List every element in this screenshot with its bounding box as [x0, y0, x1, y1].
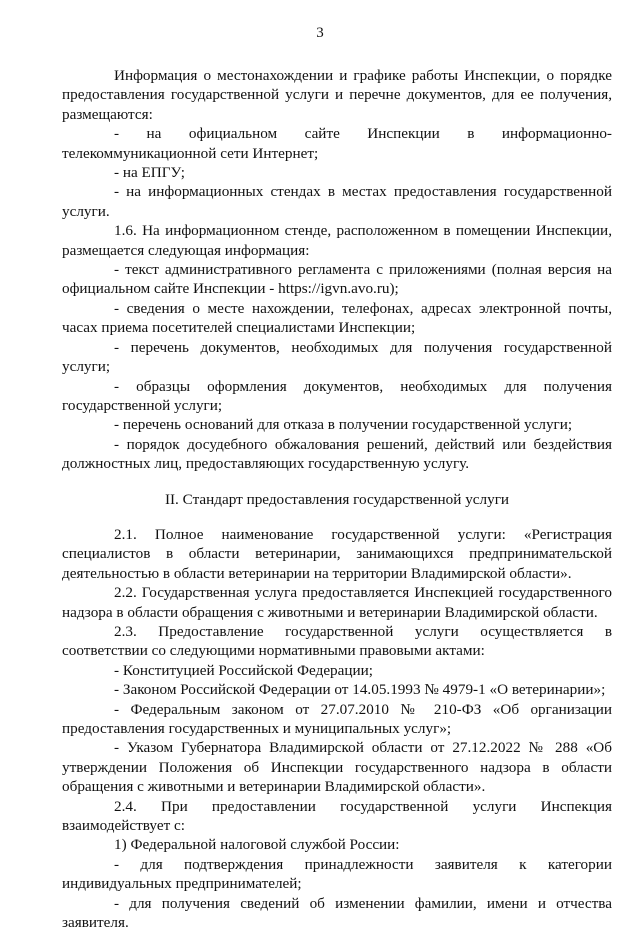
paragraph: 2.1. Полное наименование государственной услуги: «Регистрация специалистов в области ветеринарии, занимающихся предпринимательской деятельностью в области ветеринарии на территории Владимирской области».: [62, 525, 612, 582]
paragraph: 1.6. На информационном стенде, расположенном в помещении Инспекции, размещается следующая информация:: [62, 222, 612, 259]
list-item: - на официальном сайте Инспекции в информационно-телекоммуникационной сети Интернет;: [62, 125, 612, 162]
document-body: [62, 66, 612, 932]
paragraph: 2.2. Государственная услуга предоставляется Инспекцией государственного надзора в области обращения с животными и ветеринарии Владимирской области.: [62, 584, 612, 621]
list-item: - на информационных стендах в местах предоставления государственной услуги.: [62, 183, 612, 220]
list-item: - сведения о месте нахождении, телефонах, адресах электронной почты, часах приема посетителей специалистами Инспекции;: [62, 299, 612, 337]
list-item: - текст административного регламента с приложениями (полная версия на официальном сайте Инспекции - https://igvn.avo.ru);: [62, 261, 612, 298]
section-heading: II. Стандарт предоставления государственной услуги: [164, 490, 510, 508]
paragraph: Информация о местонахождении и графике работы Инспекции, о порядке предоставления государственной услуги и перечне документов, для ее получения, размещаются:: [62, 67, 612, 123]
list-item: - на ЕПГУ;: [114, 164, 185, 182]
list-item: - Конституцией Российской Федерации;: [114, 661, 373, 679]
list-item: - перечень оснований для отказа в получении государственной услуги;: [114, 416, 573, 434]
list-item: - Федеральным законом от 27.07.2010 № 210-ФЗ «Об организации предоставления государственных и муниципальных услуг»;: [62, 700, 612, 737]
list-item: 1) Федеральной налоговой службой России:: [114, 836, 400, 854]
list-item: - перечень документов, необходимых для получения государственной услуги;: [62, 338, 612, 376]
list-item: - порядок досудебного обжалования решений, действий или бездействия должностных лиц, предоставляющих государственную услугу.: [62, 435, 612, 473]
list-item: - для подтверждения принадлежности заявителя к категории индивидуальных предпринимателей;: [62, 855, 612, 893]
list-item: - Законом Российской Федерации от 14.05.1993 № 4979-1 «О ветеринарии»;: [114, 681, 606, 699]
page-number: 3: [316, 25, 324, 41]
paragraph: 2.3. Предоставление государственной услуги осуществляется в соответствии со следующими нормативными правовыми актами:: [62, 622, 612, 660]
list-item: - образцы оформления документов, необходимых для получения государственной услуги;: [62, 377, 612, 414]
list-item: - для получения сведений об изменении фамилии, имени и отчества заявителя.: [62, 894, 612, 932]
paragraph: 2.4. При предоставлении государственной услуги Инспекция взаимодействует с:: [62, 797, 612, 835]
list-item: - Указом Губернатора Владимирской области от 27.12.2022 № 288 «Об утверждении Положения об Инспекции государственного надзора в области обращения с животными и ветеринарии Владимирской области».: [62, 739, 612, 796]
